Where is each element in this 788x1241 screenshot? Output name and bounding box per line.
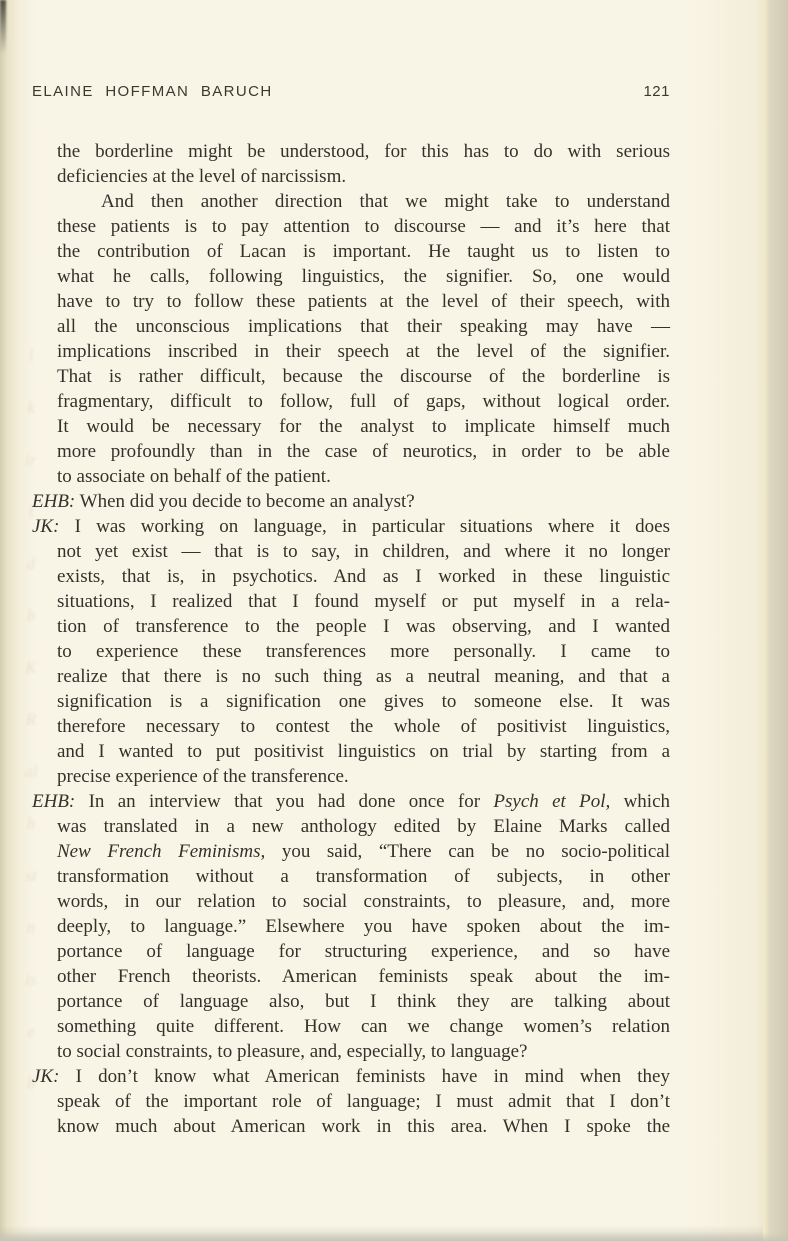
page-bottom-shadow: [0, 1232, 788, 1241]
text-line: [57, 314, 670, 339]
text-line: [57, 814, 670, 839]
text-line: [57, 739, 670, 764]
text-line: [57, 239, 670, 264]
text-segment: was translated in a new anthology edited by Elaine Marks called: [57, 816, 670, 837]
text-line: [57, 864, 670, 889]
text-line: [57, 464, 670, 489]
text-line: [57, 389, 670, 414]
showthrough-mark: R: [25, 710, 37, 729]
text-segment: In an interview that you had done once for: [75, 791, 494, 812]
text-line: [57, 989, 670, 1014]
text-line: [57, 614, 670, 639]
text-line: [57, 1114, 670, 1139]
text-line: [57, 589, 670, 614]
showthrough-mark: l: [28, 346, 34, 365]
italic-text-segment: EHB:: [32, 791, 76, 812]
text-segment: It would be necessary for the analyst to implicate himself much: [57, 416, 670, 437]
showthrough-mark: d: [26, 554, 36, 573]
italic-text-segment: JK:: [32, 1066, 60, 1087]
text-segment: the borderline might be understood, for this has to do with serious: [57, 141, 670, 162]
text-line: [57, 689, 670, 714]
text-line: [57, 339, 670, 364]
text-segment: therefore necessary to contest the whole of positivist linguistics,: [57, 716, 670, 737]
text-line: [32, 1064, 670, 1089]
text-segment: other French theorists. American feminists speak about the im-: [57, 966, 670, 987]
text-segment: deficiencies at the level of narcissism.: [57, 166, 347, 187]
text-line: [57, 1014, 670, 1039]
text-segment: to associate on behalf of the patient.: [57, 466, 331, 487]
text-line: [57, 939, 670, 964]
text-line: [57, 214, 670, 239]
text-segment: you said, “There can be no socio-political: [265, 841, 670, 862]
text-line: [101, 189, 670, 214]
text-line: [57, 714, 670, 739]
text-segment: That is rather difficult, because the discourse of the borderline is: [57, 366, 670, 387]
text-segment: And then another direction that we might take to understand: [101, 191, 670, 212]
text-segment: what he calls, following linguistics, the signifier. So, one would: [57, 266, 670, 287]
text-segment: speak of the important role of language; I must admit that I don’t: [57, 1091, 670, 1112]
scan-edge-artifact: [0, 0, 6, 54]
showthrough-mark: b: [26, 1074, 36, 1093]
page-number: 121: [643, 83, 670, 100]
running-header: [32, 83, 670, 100]
text-segment: something quite different. How can we change women’s relation: [57, 1016, 670, 1037]
text-segment: portance of language for structuring experience, and so have: [57, 941, 670, 962]
text-segment: When did you decide to become an analyst?: [75, 491, 415, 512]
text-line: [57, 439, 670, 464]
text-segment: transformation without a transformation of subjects, in other: [57, 866, 670, 887]
showthrough-mark: e: [27, 1022, 35, 1041]
text-segment: words, in our relation to social constraints, to pleasure, and, more: [57, 891, 670, 912]
text-line: [57, 139, 670, 164]
text-segment: I was working on language, in particular situations where it does: [59, 516, 670, 537]
text-line: [57, 564, 670, 589]
text-segment: exists, that is, in psychotics. And as I worked in these linguistic: [57, 566, 670, 587]
showthrough-mark: ir: [25, 450, 37, 469]
text-line: [57, 289, 670, 314]
text-segment: more profoundly than in the case of neurotics, in order to be able: [57, 441, 670, 462]
italic-text-segment: Psych et Pol,: [493, 791, 611, 812]
text-line: [57, 764, 670, 789]
page-edge-strip: [763, 0, 788, 1241]
text-segment: deeply, to language.” Elsewhere you have spoken about the im-: [57, 916, 670, 937]
text-segment: fragmentary, difficult to follow, full of gaps, without logical order.: [57, 391, 670, 412]
running-title: ELAINE HOFFMAN BARUCH: [32, 83, 273, 100]
text-line: [57, 364, 670, 389]
italic-text-segment: JK:: [32, 516, 60, 537]
text-segment: not yet exist — that is to say, in children, and where it no longer: [57, 541, 670, 562]
showthrough-mark: st: [25, 866, 37, 885]
text-line: [57, 664, 670, 689]
text-segment: I don’t know what American feminists have in mind when they: [59, 1066, 670, 1087]
text-segment: and I wanted to put positivist linguistics on trial by starting from a: [57, 741, 670, 762]
text-segment: to experience these transferences more personally. I came to: [57, 641, 670, 662]
showthrough-mark: n: [26, 918, 36, 937]
showthrough-mark: al: [24, 762, 38, 781]
text-line: [57, 639, 670, 664]
text-line: [57, 414, 670, 439]
text-segment: have to try to follow these patients at the level of their speech, with: [57, 291, 670, 312]
text-segment: realize that there is no such thing as a neutral meaning, and that a: [57, 666, 670, 687]
page-text-block: [32, 139, 670, 1139]
text-line: [32, 489, 670, 514]
text-line: [57, 1089, 670, 1114]
showthrough-mark: K: [25, 658, 37, 677]
showthrough-mark: h: [26, 814, 36, 833]
text-line: [57, 964, 670, 989]
text-segment: which: [610, 791, 671, 812]
text-segment: these patients is to pay attention to discourse — and it’s here that: [57, 216, 670, 237]
text-line: [32, 514, 670, 539]
text-line: [57, 839, 670, 864]
text-line: [57, 914, 670, 939]
text-segment: tion of transference to the people I was observing, and I wanted: [57, 616, 670, 637]
text-segment: implications inscribed in their speech at the level of the signifier.: [57, 341, 670, 362]
italic-text-segment: EHB:: [32, 491, 76, 512]
text-line: [57, 539, 670, 564]
text-segment: all the unconscious implications that their speaking may have —: [57, 316, 670, 337]
showthrough-mark: b: [26, 606, 36, 625]
text-segment: know much about American work in this area. When I spoke the: [57, 1116, 670, 1137]
text-segment: signification is a signification one gives to someone else. It was: [57, 691, 670, 712]
text-line: [57, 164, 670, 189]
showthrough-mark: is: [25, 970, 37, 989]
text-segment: portance of language also, but I think they are talking about: [57, 991, 670, 1012]
text-line: [57, 889, 670, 914]
text-segment: to social constraints, to pleasure, and, especially, to language?: [57, 1041, 528, 1062]
showthrough-mark: t: [28, 502, 34, 521]
text-segment: the contribution of Lacan is important. He taught us to listen to: [57, 241, 670, 262]
text-segment: precise experience of the transference.: [57, 766, 349, 787]
showthrough-mark: k: [27, 398, 35, 417]
italic-text-segment: New French Feminisms,: [57, 841, 266, 862]
text-line: [57, 1039, 670, 1064]
text-line: [57, 264, 670, 289]
text-segment: situations, I realized that I found myself or put myself in a rela-: [57, 591, 670, 612]
text-line: [32, 789, 670, 814]
